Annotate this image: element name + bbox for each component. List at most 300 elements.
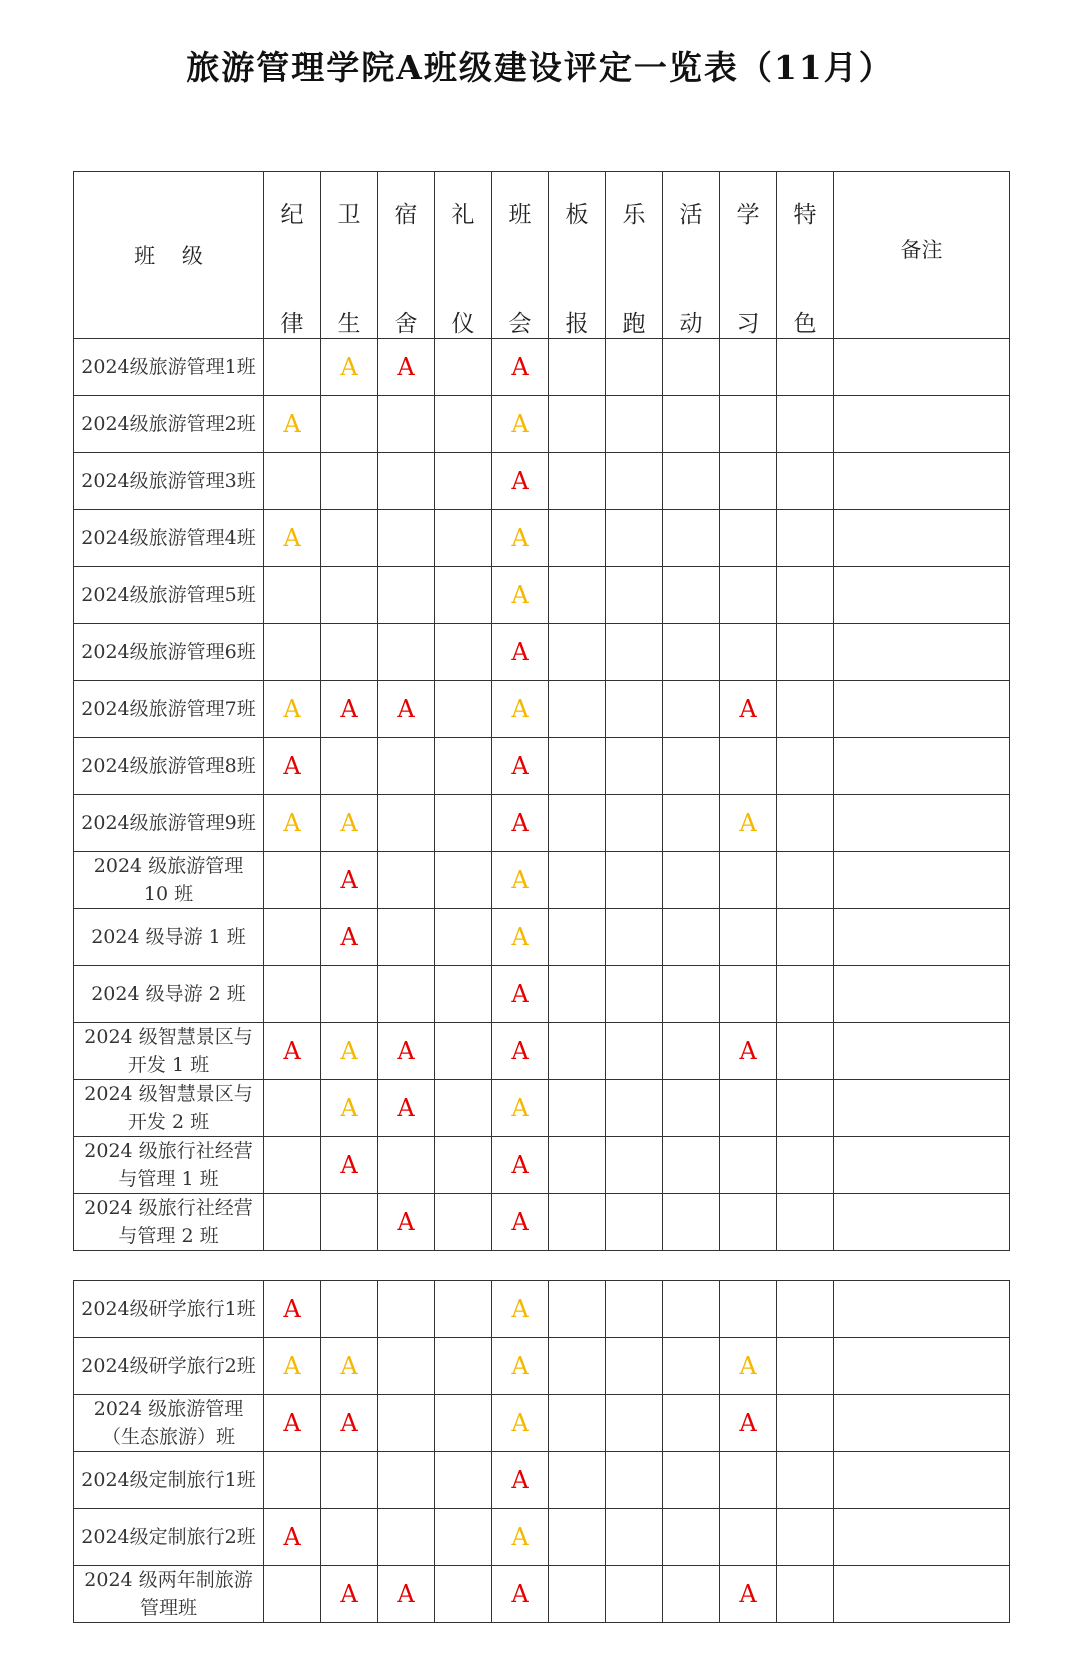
rating-cell xyxy=(264,1194,321,1251)
rating-mark: A xyxy=(511,1523,529,1551)
rating-cell xyxy=(777,624,834,681)
rating-cell xyxy=(549,1338,606,1395)
rating-cell xyxy=(264,1023,321,1080)
rating-cell xyxy=(378,966,435,1023)
rating-cell xyxy=(264,453,321,510)
table-row xyxy=(74,1509,1010,1566)
rating-cell xyxy=(264,1395,321,1452)
rating-cell xyxy=(720,1509,777,1566)
rating-cell xyxy=(663,738,720,795)
note-cell xyxy=(834,1509,1010,1566)
rating-mark: A xyxy=(283,1352,301,1380)
rating-cell xyxy=(606,1023,663,1080)
rating-mark: A xyxy=(397,1208,415,1236)
rating-cell xyxy=(492,1023,549,1080)
rating-cell xyxy=(435,510,492,567)
rating-cell xyxy=(492,681,549,738)
rating-cell xyxy=(321,1395,378,1452)
class-name: 2024 级智慧景区与开发 2 班 xyxy=(84,1083,253,1133)
rating-cell xyxy=(378,1023,435,1080)
rating-mark: A xyxy=(340,866,358,894)
rating-cell xyxy=(549,1137,606,1194)
rating-cell xyxy=(777,1080,834,1137)
rating-cell xyxy=(549,339,606,396)
rating-mark: A xyxy=(739,1037,757,1065)
class-name-cell xyxy=(74,1509,264,1566)
class-name: 2024 级两年制旅游管理班 xyxy=(84,1569,253,1619)
note-cell xyxy=(834,396,1010,453)
rating-cell xyxy=(549,624,606,681)
note-cell xyxy=(834,852,1010,909)
note-cell xyxy=(834,339,1010,396)
rating-cell xyxy=(663,681,720,738)
note-cell xyxy=(834,567,1010,624)
rating-cell xyxy=(264,1566,321,1623)
rating-cell xyxy=(378,1137,435,1194)
rating-cell xyxy=(720,1194,777,1251)
rating-cell xyxy=(321,1509,378,1566)
rating-cell xyxy=(378,1281,435,1338)
note-cell xyxy=(834,966,1010,1023)
rating-cell xyxy=(492,1338,549,1395)
class-name-cell xyxy=(74,1023,264,1080)
header-col-char: 特 xyxy=(793,202,817,228)
header-col-char: 宿 xyxy=(394,202,418,228)
rating-mark: A xyxy=(283,1037,301,1065)
class-name: 2024 级旅行社经营与管理 1 班 xyxy=(84,1140,253,1190)
rating-cell xyxy=(663,909,720,966)
note-cell xyxy=(834,738,1010,795)
table-row xyxy=(74,738,1010,795)
rating-cell xyxy=(264,1509,321,1566)
rating-cell xyxy=(378,795,435,852)
rating-cell xyxy=(321,1281,378,1338)
rating-cell xyxy=(378,1338,435,1395)
class-name-cell xyxy=(74,1395,264,1452)
table-row xyxy=(74,852,1010,909)
header-note xyxy=(834,172,1010,339)
rating-mark: A xyxy=(511,1094,529,1122)
note-cell xyxy=(834,1080,1010,1137)
note-cell xyxy=(834,1338,1010,1395)
rating-cell xyxy=(492,1194,549,1251)
rating-cell xyxy=(720,339,777,396)
rating-cell xyxy=(663,510,720,567)
rating-cell xyxy=(492,339,549,396)
rating-cell xyxy=(777,510,834,567)
rating-cell xyxy=(606,1566,663,1623)
rating-cell xyxy=(435,624,492,681)
rating-cell xyxy=(777,1281,834,1338)
rating-cell xyxy=(549,1566,606,1623)
class-name-cell xyxy=(74,795,264,852)
rating-cell xyxy=(264,909,321,966)
rating-cell xyxy=(435,795,492,852)
rating-cell xyxy=(321,339,378,396)
header-row xyxy=(74,172,1010,339)
class-name-cell xyxy=(74,738,264,795)
class-name-cell xyxy=(74,909,264,966)
rating-cell xyxy=(321,624,378,681)
note-cell xyxy=(834,453,1010,510)
rating-mark: A xyxy=(340,1094,358,1122)
rating-cell xyxy=(378,1509,435,1566)
rating-mark: A xyxy=(283,1295,301,1323)
rating-table-secondary xyxy=(73,1280,1010,1623)
header-col-char: 生 xyxy=(337,311,361,337)
note-cell xyxy=(834,681,1010,738)
rating-cell xyxy=(777,396,834,453)
rating-mark: A xyxy=(340,1580,358,1608)
table-row xyxy=(74,909,1010,966)
rating-cell xyxy=(321,1452,378,1509)
rating-cell xyxy=(492,1395,549,1452)
rating-cell xyxy=(492,1080,549,1137)
rating-cell xyxy=(321,738,378,795)
class-name: 2024级研学旅行1班 xyxy=(81,1298,256,1320)
rating-mark: A xyxy=(511,524,529,552)
rating-cell xyxy=(720,738,777,795)
rating-cell xyxy=(549,1080,606,1137)
rating-cell xyxy=(606,909,663,966)
rating-cell xyxy=(492,966,549,1023)
rating-cell xyxy=(264,1452,321,1509)
header-col-char: 卫 xyxy=(337,202,361,228)
rating-cell xyxy=(720,852,777,909)
rating-mark: A xyxy=(397,1037,415,1065)
rating-mark: A xyxy=(283,695,301,723)
rating-cell xyxy=(321,567,378,624)
rating-cell xyxy=(264,1080,321,1137)
rating-cell xyxy=(606,1080,663,1137)
rating-cell xyxy=(606,795,663,852)
rating-cell xyxy=(606,1137,663,1194)
rating-mark: A xyxy=(511,1352,529,1380)
rating-cell xyxy=(378,852,435,909)
rating-mark: A xyxy=(283,524,301,552)
rating-cell xyxy=(720,966,777,1023)
table-row xyxy=(74,966,1010,1023)
rating-cell xyxy=(492,909,549,966)
class-name-cell xyxy=(74,1194,264,1251)
rating-cell xyxy=(264,966,321,1023)
rating-cell xyxy=(321,852,378,909)
rating-mark: A xyxy=(511,1208,529,1236)
rating-cell xyxy=(606,453,663,510)
rating-cell xyxy=(663,1338,720,1395)
class-name-cell xyxy=(74,624,264,681)
rating-cell xyxy=(606,966,663,1023)
class-name: 2024级旅游管理2班 xyxy=(81,413,256,435)
rating-mark: A xyxy=(397,695,415,723)
rating-mark: A xyxy=(739,695,757,723)
rating-cell xyxy=(264,1338,321,1395)
rating-cell xyxy=(720,567,777,624)
header-col-7 xyxy=(663,172,720,339)
rating-cell xyxy=(777,1137,834,1194)
note-cell xyxy=(834,1395,1010,1452)
header-col-char: 律 xyxy=(280,311,304,337)
table-row xyxy=(74,1023,1010,1080)
rating-cell xyxy=(492,1566,549,1623)
class-name: 2024 级导游 1 班 xyxy=(91,926,246,948)
rating-mark: A xyxy=(340,1352,358,1380)
rating-mark: A xyxy=(511,980,529,1008)
rating-cell xyxy=(663,396,720,453)
rating-cell xyxy=(321,453,378,510)
rating-mark: A xyxy=(397,1580,415,1608)
rating-cell xyxy=(549,1023,606,1080)
table-row xyxy=(74,1137,1010,1194)
rating-mark: A xyxy=(283,1409,301,1437)
rating-cell xyxy=(264,681,321,738)
rating-cell xyxy=(378,339,435,396)
rating-cell xyxy=(378,738,435,795)
rating-cell xyxy=(492,624,549,681)
rating-cell xyxy=(549,396,606,453)
rating-cell xyxy=(777,738,834,795)
rating-cell xyxy=(777,966,834,1023)
rating-cell xyxy=(378,681,435,738)
table-row xyxy=(74,1194,1010,1251)
rating-cell xyxy=(663,1509,720,1566)
rating-cell xyxy=(435,396,492,453)
rating-cell xyxy=(321,909,378,966)
rating-mark: A xyxy=(340,353,358,381)
table-row xyxy=(74,681,1010,738)
rating-cell xyxy=(777,1566,834,1623)
header-col-char: 舍 xyxy=(394,311,418,337)
class-name: 2024级旅游管理7班 xyxy=(81,698,256,720)
rating-cell xyxy=(777,681,834,738)
class-name: 2024 级智慧景区与开发 1 班 xyxy=(84,1026,253,1076)
rating-mark: A xyxy=(283,809,301,837)
rating-cell xyxy=(492,795,549,852)
rating-cell xyxy=(663,852,720,909)
rating-cell xyxy=(777,339,834,396)
rating-cell xyxy=(435,567,492,624)
rating-cell xyxy=(720,453,777,510)
rating-cell xyxy=(492,1137,549,1194)
rating-cell xyxy=(549,909,606,966)
rating-cell xyxy=(720,1338,777,1395)
rating-cell xyxy=(435,852,492,909)
rating-cell xyxy=(549,1509,606,1566)
rating-cell xyxy=(777,795,834,852)
rating-cell xyxy=(378,1452,435,1509)
rating-cell xyxy=(435,1338,492,1395)
header-col-4 xyxy=(492,172,549,339)
rating-mark: A xyxy=(511,1295,529,1323)
class-name: 2024级旅游管理1班 xyxy=(81,356,256,378)
rating-cell xyxy=(549,1452,606,1509)
rating-cell xyxy=(720,1281,777,1338)
rating-cell xyxy=(663,1395,720,1452)
header-col-char: 仪 xyxy=(451,311,475,337)
rating-cell xyxy=(606,681,663,738)
rating-cell xyxy=(720,1137,777,1194)
rating-mark: A xyxy=(511,923,529,951)
table-row xyxy=(74,1281,1010,1338)
header-col-char: 报 xyxy=(565,311,589,337)
table-row xyxy=(74,1452,1010,1509)
class-name-cell xyxy=(74,966,264,1023)
class-name: 2024级旅游管理9班 xyxy=(81,812,256,834)
rating-mark: A xyxy=(511,581,529,609)
rating-cell xyxy=(606,510,663,567)
class-name: 2024级旅游管理3班 xyxy=(81,470,256,492)
rating-mark: A xyxy=(739,1409,757,1437)
rating-cell xyxy=(492,567,549,624)
rating-cell xyxy=(549,795,606,852)
rating-cell xyxy=(378,453,435,510)
class-name-cell xyxy=(74,681,264,738)
rating-cell xyxy=(321,1137,378,1194)
table-row xyxy=(74,339,1010,396)
rating-mark: A xyxy=(739,1352,757,1380)
class-name: 2024 级旅游管理（生态旅游）班 xyxy=(93,1398,244,1448)
rating-mark: A xyxy=(397,1094,415,1122)
note-cell xyxy=(834,909,1010,966)
class-name: 2024级旅游管理4班 xyxy=(81,527,256,549)
class-name: 2024级定制旅行1班 xyxy=(81,1469,256,1491)
class-name: 2024级旅游管理6班 xyxy=(81,641,256,663)
rating-cell xyxy=(378,396,435,453)
rating-cell xyxy=(492,852,549,909)
rating-cell xyxy=(663,1137,720,1194)
class-name: 2024级旅游管理8班 xyxy=(81,755,256,777)
rating-cell xyxy=(492,1281,549,1338)
header-col-char: 活 xyxy=(679,202,703,228)
class-name: 2024级旅游管理5班 xyxy=(81,584,256,606)
rating-cell xyxy=(720,1452,777,1509)
rating-mark: A xyxy=(739,1580,757,1608)
note-cell xyxy=(834,1452,1010,1509)
rating-cell xyxy=(321,966,378,1023)
rating-cell xyxy=(321,1338,378,1395)
rating-mark: A xyxy=(340,809,358,837)
rating-cell xyxy=(321,795,378,852)
class-name-cell xyxy=(74,339,264,396)
rating-mark: A xyxy=(511,410,529,438)
rating-cell xyxy=(435,738,492,795)
rating-cell xyxy=(549,567,606,624)
header-col-3 xyxy=(435,172,492,339)
rating-cell xyxy=(435,681,492,738)
rating-cell xyxy=(321,1566,378,1623)
rating-cell xyxy=(492,1509,549,1566)
rating-cell xyxy=(663,453,720,510)
rating-cell xyxy=(777,567,834,624)
rating-cell xyxy=(549,738,606,795)
table-row xyxy=(74,1395,1010,1452)
rating-mark: A xyxy=(340,695,358,723)
note-cell xyxy=(834,624,1010,681)
rating-mark: A xyxy=(283,752,301,780)
rating-mark: A xyxy=(397,353,415,381)
rating-cell xyxy=(720,1566,777,1623)
rating-mark: A xyxy=(340,1409,358,1437)
rating-cell xyxy=(606,852,663,909)
rating-cell xyxy=(663,1281,720,1338)
table-row xyxy=(74,510,1010,567)
class-name: 2024 级旅游管理 10 班 xyxy=(93,855,244,905)
header-col-2 xyxy=(378,172,435,339)
rating-cell xyxy=(720,1395,777,1452)
rating-cell xyxy=(321,1080,378,1137)
note-cell xyxy=(834,1194,1010,1251)
header-note-label: 备注 xyxy=(900,238,943,262)
table-row xyxy=(74,396,1010,453)
header-col-char: 礼 xyxy=(451,202,475,228)
rating-cell xyxy=(720,1080,777,1137)
table-row xyxy=(74,1080,1010,1137)
rating-mark: A xyxy=(511,1151,529,1179)
rating-cell xyxy=(549,1281,606,1338)
rating-cell xyxy=(378,567,435,624)
rating-mark: A xyxy=(511,467,529,495)
table-row xyxy=(74,624,1010,681)
rating-cell xyxy=(378,1194,435,1251)
header-col-1 xyxy=(321,172,378,339)
class-name: 2024级定制旅行2班 xyxy=(81,1526,256,1548)
rating-cell xyxy=(663,795,720,852)
rating-cell xyxy=(777,1023,834,1080)
rating-cell xyxy=(492,1452,549,1509)
rating-cell xyxy=(663,567,720,624)
rating-cell xyxy=(606,1194,663,1251)
rating-cell xyxy=(492,738,549,795)
rating-cell xyxy=(720,624,777,681)
rating-cell xyxy=(663,1452,720,1509)
rating-cell xyxy=(264,567,321,624)
rating-cell xyxy=(435,1566,492,1623)
rating-cell xyxy=(549,510,606,567)
rating-cell xyxy=(435,1137,492,1194)
header-col-char: 乐 xyxy=(622,202,646,228)
rating-mark: A xyxy=(283,410,301,438)
rating-cell xyxy=(663,966,720,1023)
rating-cell xyxy=(606,339,663,396)
header-col-char: 班 xyxy=(508,202,532,228)
rating-mark: A xyxy=(511,353,529,381)
note-cell xyxy=(834,510,1010,567)
class-name-cell xyxy=(74,453,264,510)
rating-cell xyxy=(663,1566,720,1623)
note-cell xyxy=(834,1023,1010,1080)
class-name-cell xyxy=(74,1452,264,1509)
rating-cell xyxy=(549,453,606,510)
rating-cell xyxy=(321,396,378,453)
rating-cell xyxy=(264,339,321,396)
class-name: 2024级研学旅行2班 xyxy=(81,1355,256,1377)
rating-cell xyxy=(663,1023,720,1080)
header-col-5 xyxy=(549,172,606,339)
rating-cell xyxy=(720,681,777,738)
rating-mark: A xyxy=(511,752,529,780)
rating-cell xyxy=(720,1023,777,1080)
header-class: 班 级 xyxy=(74,172,264,339)
rating-cell xyxy=(264,396,321,453)
rating-cell xyxy=(549,681,606,738)
rating-cell xyxy=(378,1080,435,1137)
rating-mark: A xyxy=(340,1151,358,1179)
rating-cell xyxy=(264,1137,321,1194)
rating-cell xyxy=(606,1509,663,1566)
rating-cell xyxy=(606,1452,663,1509)
class-name: 2024 级导游 2 班 xyxy=(91,983,246,1005)
rating-cell xyxy=(435,1080,492,1137)
